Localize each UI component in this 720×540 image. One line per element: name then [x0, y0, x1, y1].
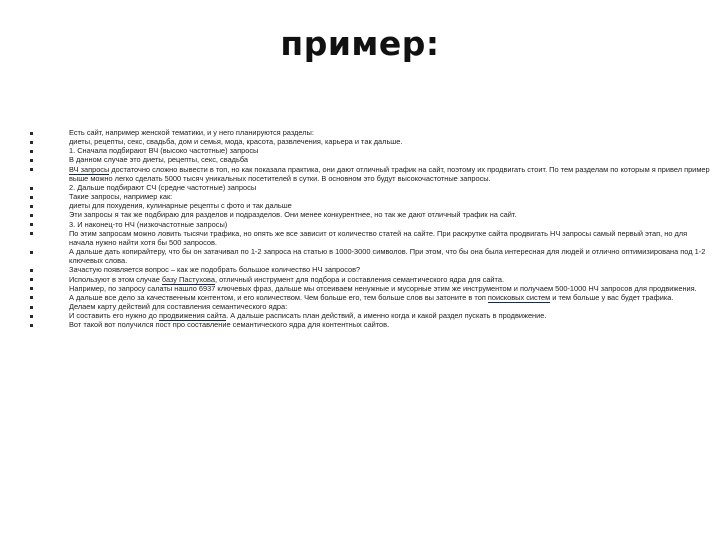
item-text-post: достаточно сложно вывести в топ, но как показала практика, они дают отличный трафик на сайт, поэтому их продвигать стоит. По тем разделам по которым я привел пример выше можно легко сделать 5000 тысяч уникальных посетителей в сутки. В основном это будут высокочастотные запросы. — [69, 164, 710, 183]
list-item — [26, 247, 712, 265]
list-item — [26, 275, 712, 284]
item-text-post: и тем больше у вас будет трафика. — [550, 292, 674, 302]
item-text: Вот такой вот получился пост про составление семантического ядра для контентных сайтов. — [69, 320, 390, 330]
item-text: Делаем карту действий для составления семантического ядра: — [69, 301, 288, 311]
bullet-icon — [30, 232, 33, 235]
slide-title: пример: — [280, 24, 440, 63]
bullet-icon — [30, 141, 33, 144]
item-text-pre: Используют в этом случае — [69, 274, 162, 284]
item-text: Есть сайт, например женской тематики, и у него планируются разделы: — [69, 128, 314, 137]
item-text: 3. И наконец-то НЧ (низкочастотные запросы) — [69, 219, 228, 229]
bullet-icon — [30, 324, 33, 327]
slide-content — [26, 128, 712, 329]
bullet-icon — [30, 187, 33, 190]
list-item — [26, 155, 712, 164]
list-item — [26, 229, 712, 247]
bullet-icon — [30, 287, 33, 290]
list-item — [26, 201, 712, 210]
item-text-pre: И составить его нужно до — [69, 311, 160, 321]
list-item — [26, 320, 712, 329]
bullet-icon — [30, 278, 33, 281]
list-item — [26, 265, 712, 274]
underlined-phrase: ВЧ запросы — [69, 164, 110, 174]
list-item — [26, 210, 712, 219]
list-item — [26, 183, 712, 192]
item-text: 2. Дальше подбирают СЧ (средне частотные) запросы — [69, 182, 257, 192]
item-text: По этим запросам можно ловить тысячи трафика, но опять же все зависит от количество статей на сайте. При раскрутке сайта продвигать НЧ запросы самый первый этап, но для начала нужно найти хотя бы 500 запросов. — [69, 228, 688, 247]
item-text: А дальше дать копирайтеру, что бы он затачивал по 1-2 запроса на статью в 1000-3000 символов. При этом, что бы она была интересная для людей и отлично оптимизирована под 1-2 ключевых слова. — [69, 247, 706, 266]
list-item — [26, 311, 712, 320]
list-item — [26, 284, 712, 293]
item-text: диеты для похудения, кулинарные рецепты с фото и так дальше — [69, 201, 292, 211]
bullet-icon — [30, 251, 33, 254]
bullet-icon — [30, 306, 33, 309]
list-item — [26, 165, 712, 183]
bullet-icon — [30, 205, 33, 208]
list-item — [26, 302, 712, 311]
list-item — [26, 146, 712, 155]
item-text: Зачастую появляется вопрос – как же подобрать большое количество НЧ запросов? — [69, 265, 361, 275]
underlined-phrase: поисковых систем — [487, 292, 551, 302]
bullet-icon — [30, 296, 33, 299]
underlined-phrase: базу Пастухова — [161, 274, 216, 284]
bullet-icon — [30, 132, 33, 135]
list-item — [26, 192, 712, 201]
bullet-icon — [30, 269, 33, 272]
item-text: В данном случае это диеты, рецепты, секс, свадьба — [69, 155, 249, 165]
item-text: Например, по запросу салаты нашло 6937 ключевых фраз, дальше мы отсеиваем ненужные и мусорные этим же инструментом и получаем 500-1000 НЧ запросов для продвижения. — [69, 283, 697, 293]
bullet-list — [26, 128, 712, 329]
bullet-icon — [30, 196, 33, 199]
bullet-icon — [30, 168, 33, 171]
item-text: Эти запросы я так же подбираю для разделов и подразделов. Они менее конкурентнее, но так же дают отличный трафик на сайт. — [69, 210, 517, 220]
item-text: 1. Сначала подбирают ВЧ (высоко частотные) запросы — [69, 146, 259, 156]
bullet-icon — [30, 159, 33, 162]
item-text-post: . А дальше расписать план действий, а именно когда и какой раздел пускать в продвижение. — [226, 311, 547, 321]
list-item — [26, 128, 712, 137]
item-text: диеты, рецепты, секс, свадьба, дом и семья, мода, красота, развлечения, карьера и так дальше. — [69, 137, 403, 147]
list-item — [26, 137, 712, 146]
bullet-icon — [30, 223, 33, 226]
bullet-icon — [30, 150, 33, 153]
item-text-pre: А дальше все дело за качественным контентом, и его количеством. Чем больше его, тем больше слов вы затоните в топ — [69, 292, 488, 302]
list-item — [26, 220, 712, 229]
bullet-icon — [30, 315, 33, 318]
item-text: Такие запросы, например как: — [69, 192, 173, 202]
underlined-phrase: продвижения сайта — [159, 311, 227, 321]
list-item — [26, 293, 712, 302]
item-text-post: , отличный инструмент для подбора и составления семантического ядра для сайта. — [215, 274, 505, 284]
bullet-icon — [30, 214, 33, 217]
